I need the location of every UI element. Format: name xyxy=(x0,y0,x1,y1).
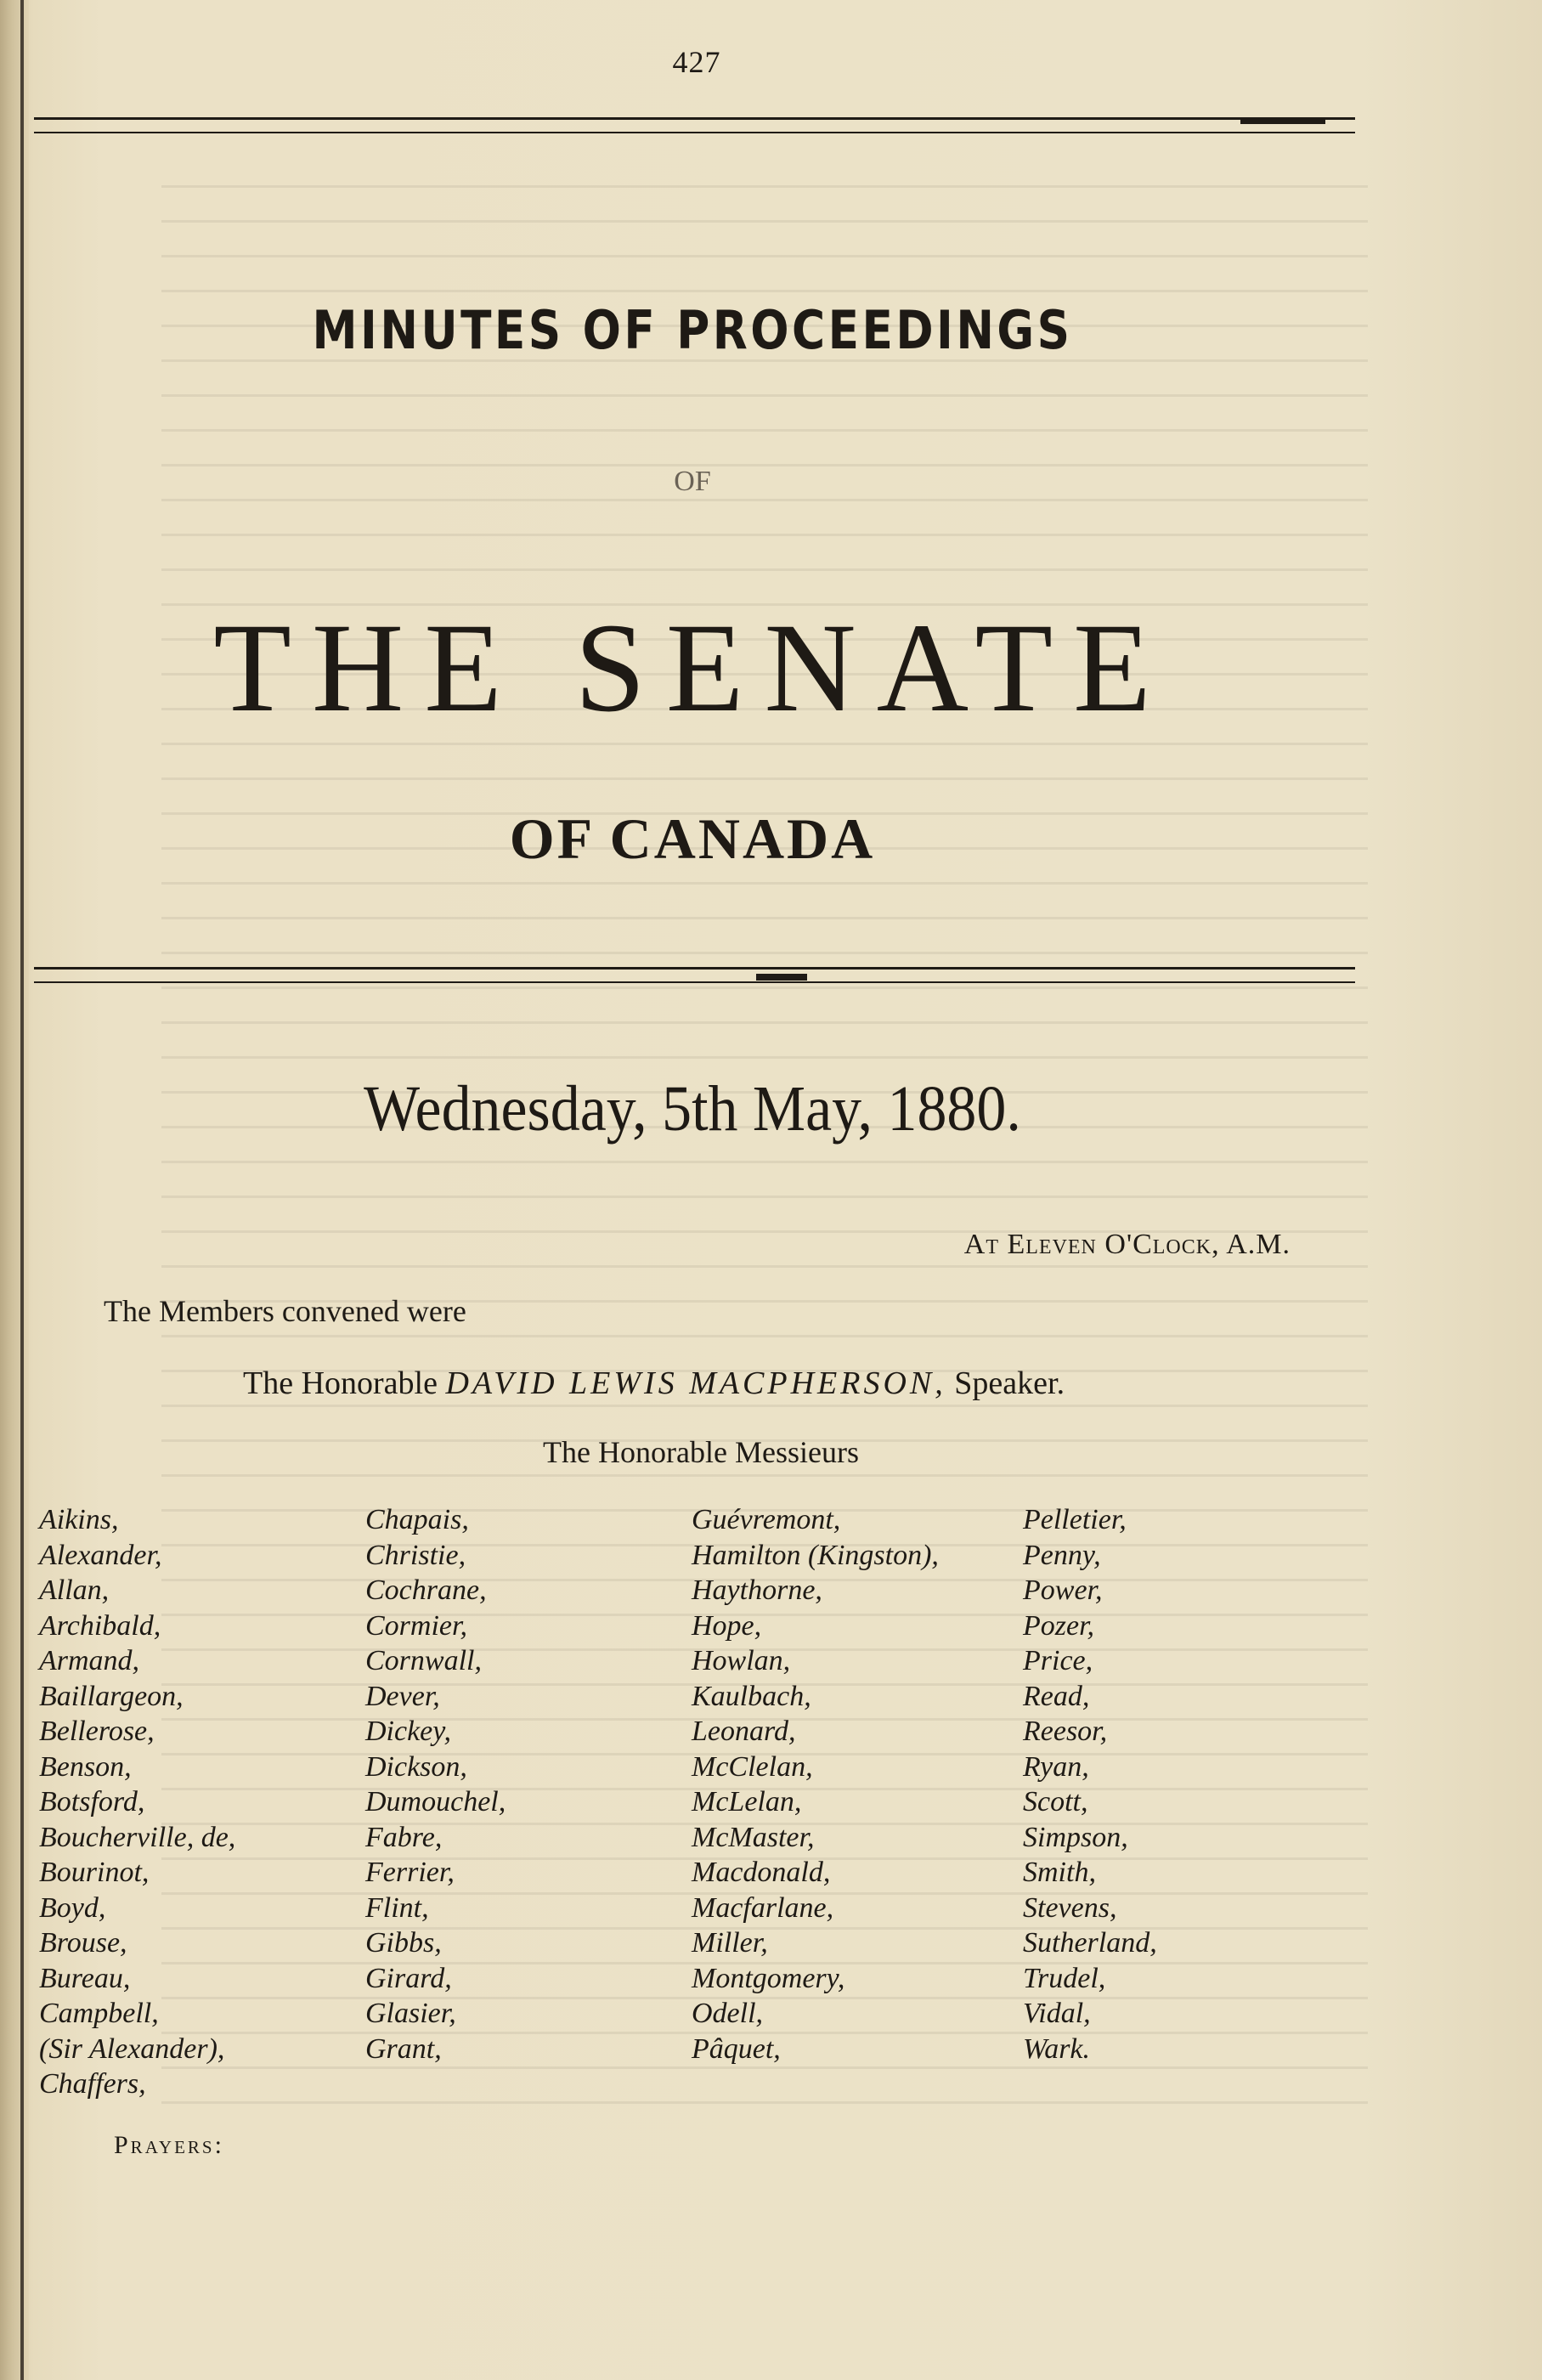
member-name: Trudel, xyxy=(1023,1962,1106,1994)
member-name: Pelletier, xyxy=(1023,1504,1127,1535)
page-number: 427 xyxy=(672,45,721,79)
member-name: Cochrane, xyxy=(365,1574,487,1606)
speaker-suffix: Speaker. xyxy=(954,1365,1065,1401)
member-name: Gibbs, xyxy=(365,1927,442,1959)
sitting-time: At Eleven O'Clock, A.M. xyxy=(963,1229,1291,1260)
member-name: Ryan, xyxy=(1023,1750,1089,1783)
member-name: Macfarlane, xyxy=(692,1891,834,1924)
member-name: Brouse, xyxy=(39,1927,127,1959)
members-column-1 xyxy=(39,1502,235,2102)
sitting-date: Wednesday, 5th May, 1880. xyxy=(364,1073,1021,1145)
member-name: Botsford, xyxy=(39,1786,145,1818)
member-name: Hamilton (Kingston), xyxy=(692,1539,939,1571)
member-name: Cormier, xyxy=(365,1609,467,1642)
top-double-rule xyxy=(34,117,1355,133)
member-name: Aikins, xyxy=(39,1504,119,1535)
member-name: Leonard, xyxy=(692,1716,796,1747)
member-name: Campbell, xyxy=(39,1998,159,2029)
member-name: Christie, xyxy=(365,1539,466,1571)
member-name: Dumouchel, xyxy=(365,1786,506,1818)
member-name: Read, xyxy=(1023,1680,1090,1712)
member-name: Flint, xyxy=(365,1891,429,1924)
member-name: Chaffers, xyxy=(39,2068,146,2100)
member-name: Hope, xyxy=(692,1609,762,1642)
member-name: Dickson, xyxy=(365,1750,467,1783)
member-name: Archibald, xyxy=(39,1609,161,1642)
member-name: Montgomery, xyxy=(692,1962,845,1994)
member-name: Alexander, xyxy=(39,1539,162,1571)
member-name: Dever, xyxy=(365,1680,440,1712)
prayers-heading: Prayers: xyxy=(114,2131,224,2159)
member-name: Haythorne, xyxy=(692,1574,822,1606)
middle-double-rule xyxy=(34,967,1355,983)
member-name: Power, xyxy=(1023,1574,1103,1606)
member-name: McMaster, xyxy=(692,1821,815,1853)
member-name: Macdonald, xyxy=(692,1857,831,1888)
title-canada: OF CANADA xyxy=(509,806,876,871)
member-name: Bourinot, xyxy=(39,1857,150,1888)
messieurs-heading: The Honorable Messieurs xyxy=(543,1435,859,1469)
members-intro: The Members convened were xyxy=(104,1294,466,1328)
member-name: McClelan, xyxy=(692,1750,813,1783)
member-name: Chapais, xyxy=(365,1504,469,1535)
rule-ornament xyxy=(1240,119,1325,124)
member-name: Wark. xyxy=(1023,2032,1091,2065)
members-column-2 xyxy=(365,1502,506,2066)
member-name: Stevens, xyxy=(1023,1891,1117,1924)
member-name: Reesor, xyxy=(1023,1716,1108,1747)
speaker-line xyxy=(243,1365,1065,1402)
member-name: Kaulbach, xyxy=(692,1680,811,1712)
member-name: Bureau, xyxy=(39,1962,131,1994)
member-name: Boucherville, de, xyxy=(39,1821,236,1853)
member-name: Pâquet, xyxy=(692,2032,781,2065)
title-minutes: MINUTES OF PROCEEDINGS xyxy=(312,299,1073,361)
member-name: Scott, xyxy=(1023,1786,1088,1818)
member-name: Benson, xyxy=(39,1750,132,1783)
member-name: Bellerose, xyxy=(39,1716,155,1747)
member-name: (Sir Alexander), xyxy=(39,2032,225,2065)
title-connector: OF xyxy=(674,466,711,497)
member-name: Baillargeon, xyxy=(39,1680,184,1712)
member-name: Boyd, xyxy=(39,1891,106,1924)
member-name: Ferrier, xyxy=(365,1857,455,1888)
speaker-name: DAVID LEWIS MACPHERSON, xyxy=(445,1365,946,1401)
members-column-4 xyxy=(1023,1502,1157,2066)
members-column-3 xyxy=(692,1502,939,2066)
member-name: McLelan, xyxy=(692,1786,802,1818)
member-name: Odell, xyxy=(692,1998,764,2029)
title-senate: THE SENATE xyxy=(213,597,1172,738)
rule-ornament-mid xyxy=(756,974,807,981)
member-name: Sutherland, xyxy=(1023,1927,1157,1959)
member-name: Price, xyxy=(1023,1645,1093,1676)
member-name: Allan, xyxy=(39,1574,110,1606)
member-name: Simpson, xyxy=(1023,1821,1128,1853)
member-name: Vidal, xyxy=(1023,1998,1091,2029)
member-name: Pozer, xyxy=(1023,1609,1095,1642)
member-name: Penny, xyxy=(1023,1539,1101,1571)
member-name: Cornwall, xyxy=(365,1645,482,1676)
binding-line xyxy=(20,0,24,2380)
member-name: Glasier, xyxy=(365,1998,456,2029)
member-name: Howlan, xyxy=(692,1645,791,1676)
member-name: Guévremont, xyxy=(692,1504,841,1535)
binding-edge xyxy=(0,0,29,2380)
member-name: Dickey, xyxy=(365,1716,451,1747)
member-name: Fabre, xyxy=(365,1821,443,1853)
member-name: Smith, xyxy=(1023,1857,1096,1888)
member-name: Grant, xyxy=(365,2032,442,2065)
member-name: Girard, xyxy=(365,1962,452,1994)
member-name: Armand, xyxy=(39,1645,140,1676)
speaker-prefix: The Honorable xyxy=(243,1365,438,1401)
member-name: Miller, xyxy=(692,1927,768,1959)
